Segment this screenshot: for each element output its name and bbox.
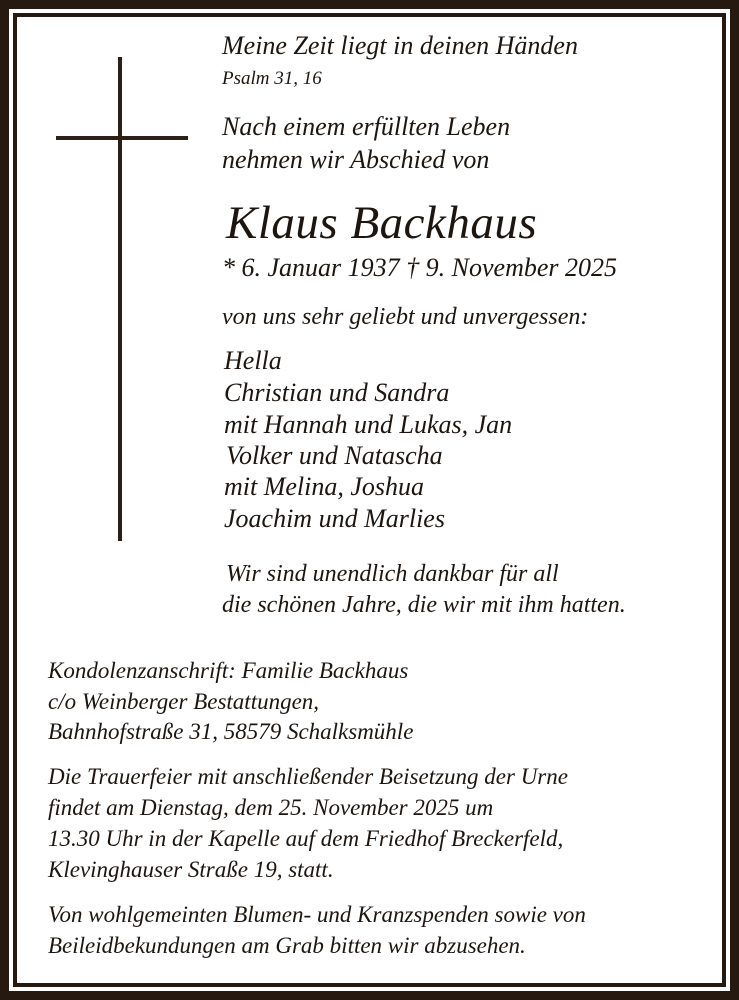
- ceremony-line-4: Klevinghauser Straße 19, statt.: [48, 857, 334, 882]
- condolence-address-line-1: Kondolenzanschrift: Familie Backhaus: [48, 658, 409, 683]
- ceremony-line-2: findet am Dienstag, dem 25. November 2025 um: [48, 795, 494, 820]
- thanks-line-1: Wir sind unendlich dankbar für all: [226, 561, 559, 587]
- ceremony-line-1: Die Trauerfeier mit anschließender Beisetzung der Urne: [48, 764, 568, 789]
- bible-verse-reference: Psalm 31, 16: [222, 68, 322, 89]
- intro-line-1: Nach einem erfüllten Leben: [222, 112, 511, 141]
- flowers-note-line-2: Beileidbekundungen am Grab bitten wir abzusehen.: [48, 933, 526, 958]
- mourner-line: Christian und Sandra: [224, 378, 450, 407]
- christian-cross-crossbar-icon: [56, 136, 188, 140]
- flowers-note-line-1: Von wohlgemeinten Blumen- und Kranzspenden sowie von: [48, 902, 586, 927]
- mourner-line: Volker und Natascha: [226, 441, 443, 470]
- thanks-line-2: die schönen Jahre, die wir mit ihm hatten.: [222, 592, 626, 618]
- condolence-address-line-2: c/o Weinberger Bestattungen,: [48, 689, 320, 714]
- mourner-line: Hella: [224, 346, 282, 375]
- mourners-heading: von uns sehr geliebt und unvergessen:: [222, 304, 589, 330]
- condolence-address-line-3: Bahnhofstraße 31, 58579 Schalksmühle: [48, 719, 414, 744]
- mourner-line: mit Hannah und Lukas, Jan: [224, 410, 513, 439]
- christian-cross-icon: [118, 57, 122, 541]
- deceased-dates: * 6. Januar 1937 † 9. November 2025: [222, 253, 618, 282]
- ceremony-line-3: 13.30 Uhr in der Kapelle auf dem Friedhof Breckerfeld,: [48, 826, 564, 851]
- bible-verse-text: Meine Zeit liegt in deinen Händen: [222, 31, 578, 60]
- deceased-name: Klaus Backhaus: [226, 197, 538, 249]
- mourner-line: mit Melina, Joshua: [224, 472, 425, 501]
- intro-line-2: nehmen wir Abschied von: [222, 145, 490, 174]
- mourner-line: Joachim und Marlies: [224, 504, 445, 533]
